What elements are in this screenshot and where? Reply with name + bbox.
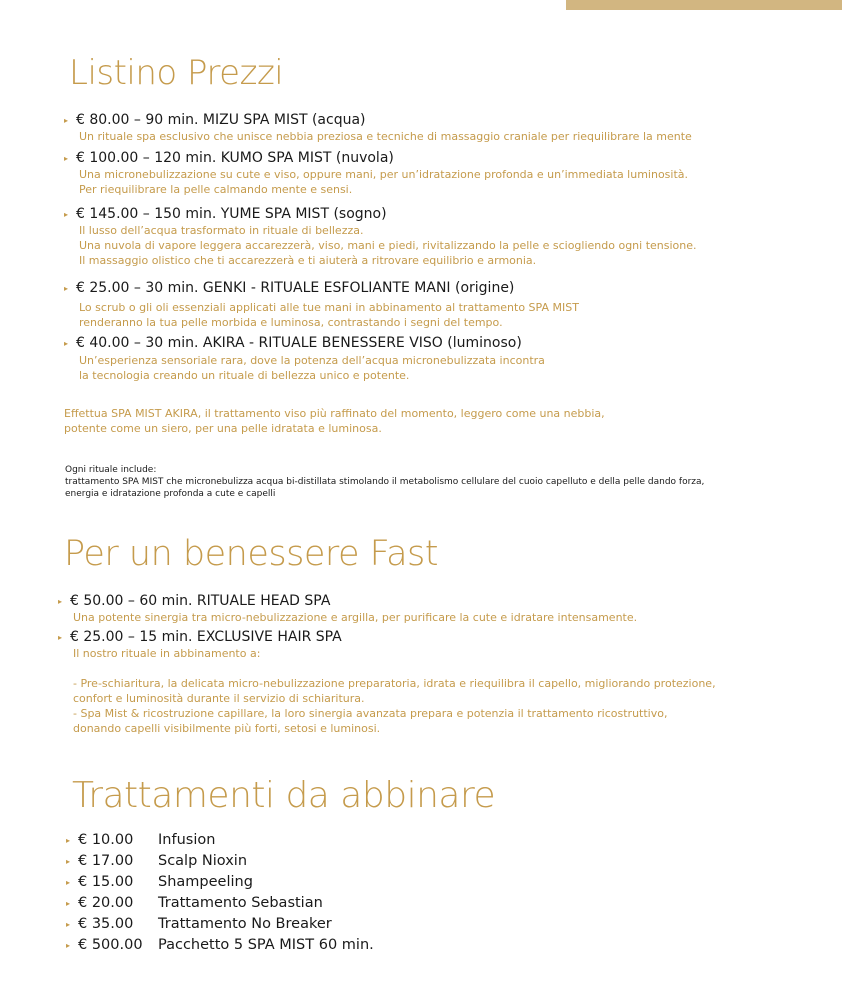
listino-prezzi-heading: Listino Prezzi	[69, 53, 284, 93]
benessere-fast-heading: Per un benessere Fast	[64, 534, 438, 574]
item-title: € 40.00 – 30 min. AKIRA - RITUALE BENESSERE VISO (luminoso)	[76, 335, 522, 351]
item-description-line: Il lusso dell’acqua trasformato in rituale di bellezza.	[79, 224, 364, 237]
treatment-name: Trattamento Sebastian	[158, 895, 323, 911]
treatment-price: € 15.00	[78, 874, 134, 890]
listino-item	[64, 206, 697, 268]
item-description-line: Il massaggio olistico che ti accarezzerà e ti aiuterà a ritrovare equilibrio e armonia.	[79, 254, 537, 267]
treatment-row	[66, 893, 374, 914]
treatment-price: € 10.00	[78, 832, 134, 848]
item-description-line: confort e luminosità durante il servizio di schiaritura.	[73, 692, 365, 705]
akira-note	[64, 406, 605, 436]
bullet-arrow-icon: ▸	[66, 878, 71, 887]
bullet-arrow-icon: ▸	[58, 633, 63, 642]
item-description-line: Lo scrub o gli oli essenziali applicati alle tue mani in abbinamento al trattamento SPA MIST	[79, 301, 579, 314]
trattamenti-abbinare-heading: Trattamenti da abbinare	[72, 775, 496, 816]
bullet-arrow-icon: ▸	[66, 920, 71, 929]
item-description-line: Una nuvola di vapore leggera accarezzerà, viso, mani e piedi, rivitalizzando la pelle e sciogliendo ogni tensione.	[79, 239, 697, 252]
item-title: € 50.00 – 60 min. RITUALE HEAD SPA	[70, 593, 331, 609]
bullet-arrow-icon: ▸	[66, 899, 71, 908]
bullet-arrow-icon: ▸	[66, 857, 71, 866]
bullet-arrow-icon: ▸	[64, 154, 69, 163]
listino-item	[64, 335, 545, 383]
listino-item	[64, 112, 692, 144]
fast-item	[58, 629, 716, 736]
note-line: energia e idratazione profonda a cute e capelli	[65, 489, 276, 499]
treatment-name: Scalp Nioxin	[158, 853, 248, 869]
item-description-line: la tecnologia creando un rituale di bellezza unico e potente.	[79, 369, 410, 382]
bullet-arrow-icon: ▸	[64, 284, 69, 293]
bullet-arrow-icon: ▸	[66, 836, 71, 845]
item-title: € 25.00 – 30 min. GENKI - RITUALE ESFOLIANTE MANI (origine)	[76, 280, 515, 296]
treatment-name: Trattamento No Breaker	[158, 916, 332, 932]
bullet-arrow-icon: ▸	[58, 597, 63, 606]
treatment-name: Pacchetto 5 SPA MIST 60 min.	[158, 937, 374, 953]
treatment-name: Infusion	[158, 832, 216, 848]
item-description-line: donando capelli visibilmente più forti, setosi e luminosi.	[73, 722, 381, 735]
item-description-line: renderanno la tua pelle morbida e luminosa, contrastando i segni del tempo.	[79, 316, 503, 329]
note-line: potente come un siero, per una pelle idratata e luminosa.	[64, 422, 382, 435]
item-description-line: - Pre-schiaritura, la delicata micro-nebulizzazione preparatoria, idrata e riequilibra il capello, migliorando protezione,	[73, 677, 716, 690]
note-line: Ogni rituale include:	[65, 465, 157, 475]
decorative-top-bar	[566, 0, 842, 10]
listino-item	[64, 150, 688, 197]
item-description-line: Un rituale spa esclusivo che unisce nebbia preziosa e tecniche di massaggio craniale per riequilibrare la mente	[79, 130, 692, 143]
ritual-includes-note	[65, 464, 704, 500]
treatment-price: € 35.00	[78, 916, 134, 932]
bullet-arrow-icon: ▸	[64, 210, 69, 219]
item-title: € 100.00 – 120 min. KUMO SPA MIST (nuvola)	[76, 150, 394, 166]
treatment-price: € 20.00	[78, 895, 134, 911]
item-title: € 80.00 – 90 min. MIZU SPA MIST (acqua)	[76, 112, 366, 128]
item-title: € 145.00 – 150 min. YUME SPA MIST (sogno)	[76, 206, 387, 222]
bullet-arrow-icon: ▸	[64, 339, 69, 348]
treatment-price: € 17.00	[78, 853, 134, 869]
treatment-row	[66, 872, 374, 893]
item-description-line: - Spa Mist & ricostruzione capillare, la loro sinergia avanzata prepara e potenzia il trattamento ricostruttivo,	[73, 707, 668, 720]
treatment-row	[66, 851, 374, 872]
fast-item	[58, 593, 637, 625]
item-description-line: Una micronebulizzazione su cute e viso, oppure mani, per un’idratazione profonda e un’immediata luminosità.	[79, 168, 689, 181]
treatment-row	[66, 830, 374, 851]
item-description-line: Per riequilibrare la pelle calmando mente e sensi.	[79, 183, 353, 196]
treatment-name: Shampeeling	[158, 874, 253, 890]
treatment-price: € 500.00	[78, 937, 143, 953]
note-line: trattamento SPA MIST che micronebulizza acqua bi-distillata stimolando il metabolismo cellulare del cuoio capelluto e della pelle dando forza,	[65, 477, 705, 487]
treatments-list	[66, 830, 374, 956]
item-title: € 25.00 – 15 min. EXCLUSIVE HAIR SPA	[70, 629, 342, 645]
bullet-arrow-icon: ▸	[64, 116, 69, 125]
note-line: Effettua SPA MIST AKIRA, il trattamento viso più raffinato del momento, leggero come una nebbia,	[64, 407, 605, 420]
treatment-row	[66, 914, 374, 935]
item-description-spacer	[58, 661, 716, 676]
item-description-line: Una potente sinergia tra micro-nebulizzazione e argilla, per purificare la cute e idratare intensamente.	[73, 611, 638, 624]
item-description-line: Il nostro rituale in abbinamento a:	[73, 647, 261, 660]
item-description-line: Un’esperienza sensoriale rara, dove la potenza dell’acqua micronebulizzata incontra	[79, 354, 545, 367]
bullet-arrow-icon: ▸	[66, 941, 71, 950]
listino-item	[64, 280, 579, 330]
treatment-row	[66, 935, 374, 956]
